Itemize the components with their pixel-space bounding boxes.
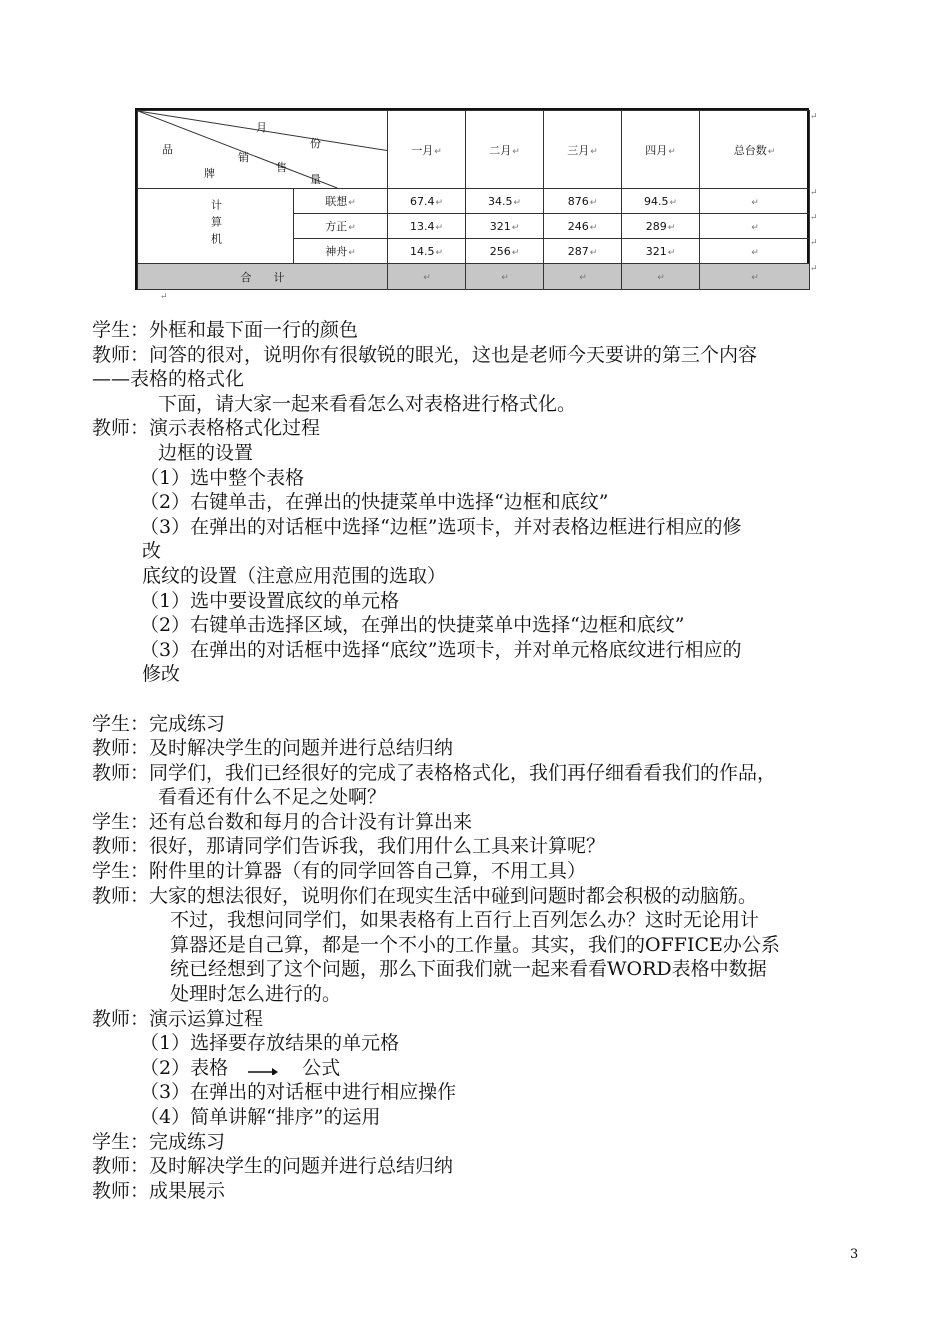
dialogue-line: 算器还是自己算，都是一个不小的工作量。其实，我们的OFFICE办公系 [170,933,780,956]
total-cell: ↵ [700,264,810,290]
section-heading: 边框的设置 [158,441,254,464]
dialogue-line: 学生：附件里的计算器（有的同学回答自己算，不用工具） [92,860,587,883]
table-cell: 321↵ [466,214,544,239]
dialogue-line: 学生：外框和最下面一行的颜色 [92,319,359,341]
table-cell: 94.5↵ [622,189,700,214]
table-cell: 34.5↵ [466,189,544,214]
diag-label-product: 品 [162,143,173,156]
dialogue-line: 教师：同学们，我们已经很好的完成了表格格式化，我们再仔细看看我们的作品， [92,761,777,784]
step-line: （3）在弹出的对话框中选择“边框”选项卡，并对表格边框进行相应的修 [140,515,742,538]
total-cell: ↵ [466,264,544,290]
step-line: （1）选择要存放结果的单元格 [140,1032,400,1055]
dialogue-line: 教师：演示运算过程 [92,1007,264,1030]
total-label: 合 计 [138,264,388,290]
diag-label-sales: 销 [238,151,249,164]
column-header: 二月↵ [466,111,544,189]
table-cell: 14.5↵ [388,239,466,264]
step-line: （2）右键单击选择区域，在弹出的快捷菜单中选择“边框和底纹” [140,614,685,637]
step-line: （1）选中整个表格 [140,466,305,489]
dialogue-line: 看看还有什么不足之处啊？ [158,786,387,809]
dialogue-line: 教师：及时解决学生的问题并进行总结归纳 [92,737,454,760]
total-cell: ↵ [544,264,622,290]
table-cell: 289↵ [622,214,700,239]
sales-table [135,108,809,290]
table-cell: 256↵ [466,239,544,264]
dialogue-line: 不过，我想问同学们，如果表格有上百行上百列怎么办？这时无论用计 [170,909,760,932]
step-line-cont: 修改 [142,663,181,686]
table-cell: 321↵ [622,239,700,264]
diag-label-brand: 牌 [204,167,215,180]
dialogue-line: 教师：很好，那请同学们告诉我，我们用什么工具来计算呢？ [92,835,606,858]
diag-label-month: 月 [256,121,267,134]
dialogue-line: 下面，请大家一起来看看怎么对表格进行格式化。 [158,392,577,415]
table-cell: 67.4↵ [388,189,466,214]
row-end-mark: ↵ [810,264,818,274]
row-end-mark: ↵ [810,238,818,248]
table-cell: 246↵ [544,214,622,239]
table-cell: ↵ [700,214,810,239]
row-label: 方正↵ [294,214,388,239]
column-header: 一月↵ [388,111,466,189]
dialogue-line: 教师：及时解决学生的问题并进行总结归纳 [92,1155,454,1178]
dialogue-line: 教师：演示表格格式化过程 [92,417,321,440]
dialogue-line: 学生：还有总台数和每月的合计没有计算出来 [92,810,473,833]
row-end-mark: ↵ [810,112,818,122]
column-header: 四月↵ [622,111,700,189]
table-cell: 876↵ [544,189,622,214]
dialogue-line: 教师：问答的很对，说明你有很敏锐的眼光，这也是老师今天要讲的第三个内容 [92,343,758,366]
step-line: （3）在弹出的对话框中进行相应操作 [140,1081,457,1104]
total-cell: ↵ [388,264,466,290]
table-cell: 287↵ [544,239,622,264]
table-cell: ↵ [700,239,810,264]
dialogue-line: ——表格的格式化 [92,368,245,391]
step-formula: 公式 [302,1056,341,1079]
table-cell: ↵ [700,189,810,214]
section-heading: 底纹的设置（注意应用范围的选取） [142,564,447,587]
arrow-right-icon [248,1063,278,1075]
paragraph-mark: ↵ [160,292,168,302]
diag-label-volume: 量 [310,173,321,186]
step-table: （2）表格 [140,1056,229,1079]
step-line: （3）在弹出的对话框中选择“底纹”选项卡，并对单元格底纹进行相应的 [140,638,742,661]
lesson-text [92,318,864,1203]
step-line: （1）选中要设置底纹的单元格 [140,589,400,612]
step-line: （4）简单讲解“排序”的运用 [140,1106,381,1128]
step-line-cont: 改 [142,540,162,563]
column-header: 三月↵ [544,111,622,189]
dialogue-line: 教师：大家的想法很好，说明你们在现实生活中碰到问题时都会积极的动脑筋。 [92,884,758,907]
row-group-label: 计算机 [138,189,294,264]
page-number: 3 [850,1247,859,1262]
dialogue-line: 统已经想到了这个问题，那么下面我们就一起来看看WORD表格中数据 [170,958,767,981]
row-end-mark: ↵ [810,213,818,223]
sales-table-grid [137,110,810,290]
dialogue-line: 学生：完成练习 [92,1130,226,1153]
dialogue-line: 处理时怎么进行的。 [170,983,342,1006]
column-header: 总台数↵ [700,111,810,189]
total-cell: ↵ [622,264,700,290]
diag-label-sold: 售 [276,161,287,174]
row-label: 联想↵ [294,189,388,214]
row-end-mark: ↵ [810,188,818,198]
table-cell: 13.4↵ [388,214,466,239]
dialogue-line: 教师：成果展示 [92,1179,226,1202]
step-line: （2）右键单击，在弹出的快捷菜单中选择“边框和底纹” [140,491,609,514]
row-label: 神舟↵ [294,239,388,264]
diagonal-header-cell [138,111,388,189]
diag-label-share: 份 [310,137,321,150]
step-line [92,1056,864,1081]
dialogue-line: 学生：完成练习 [92,712,226,735]
